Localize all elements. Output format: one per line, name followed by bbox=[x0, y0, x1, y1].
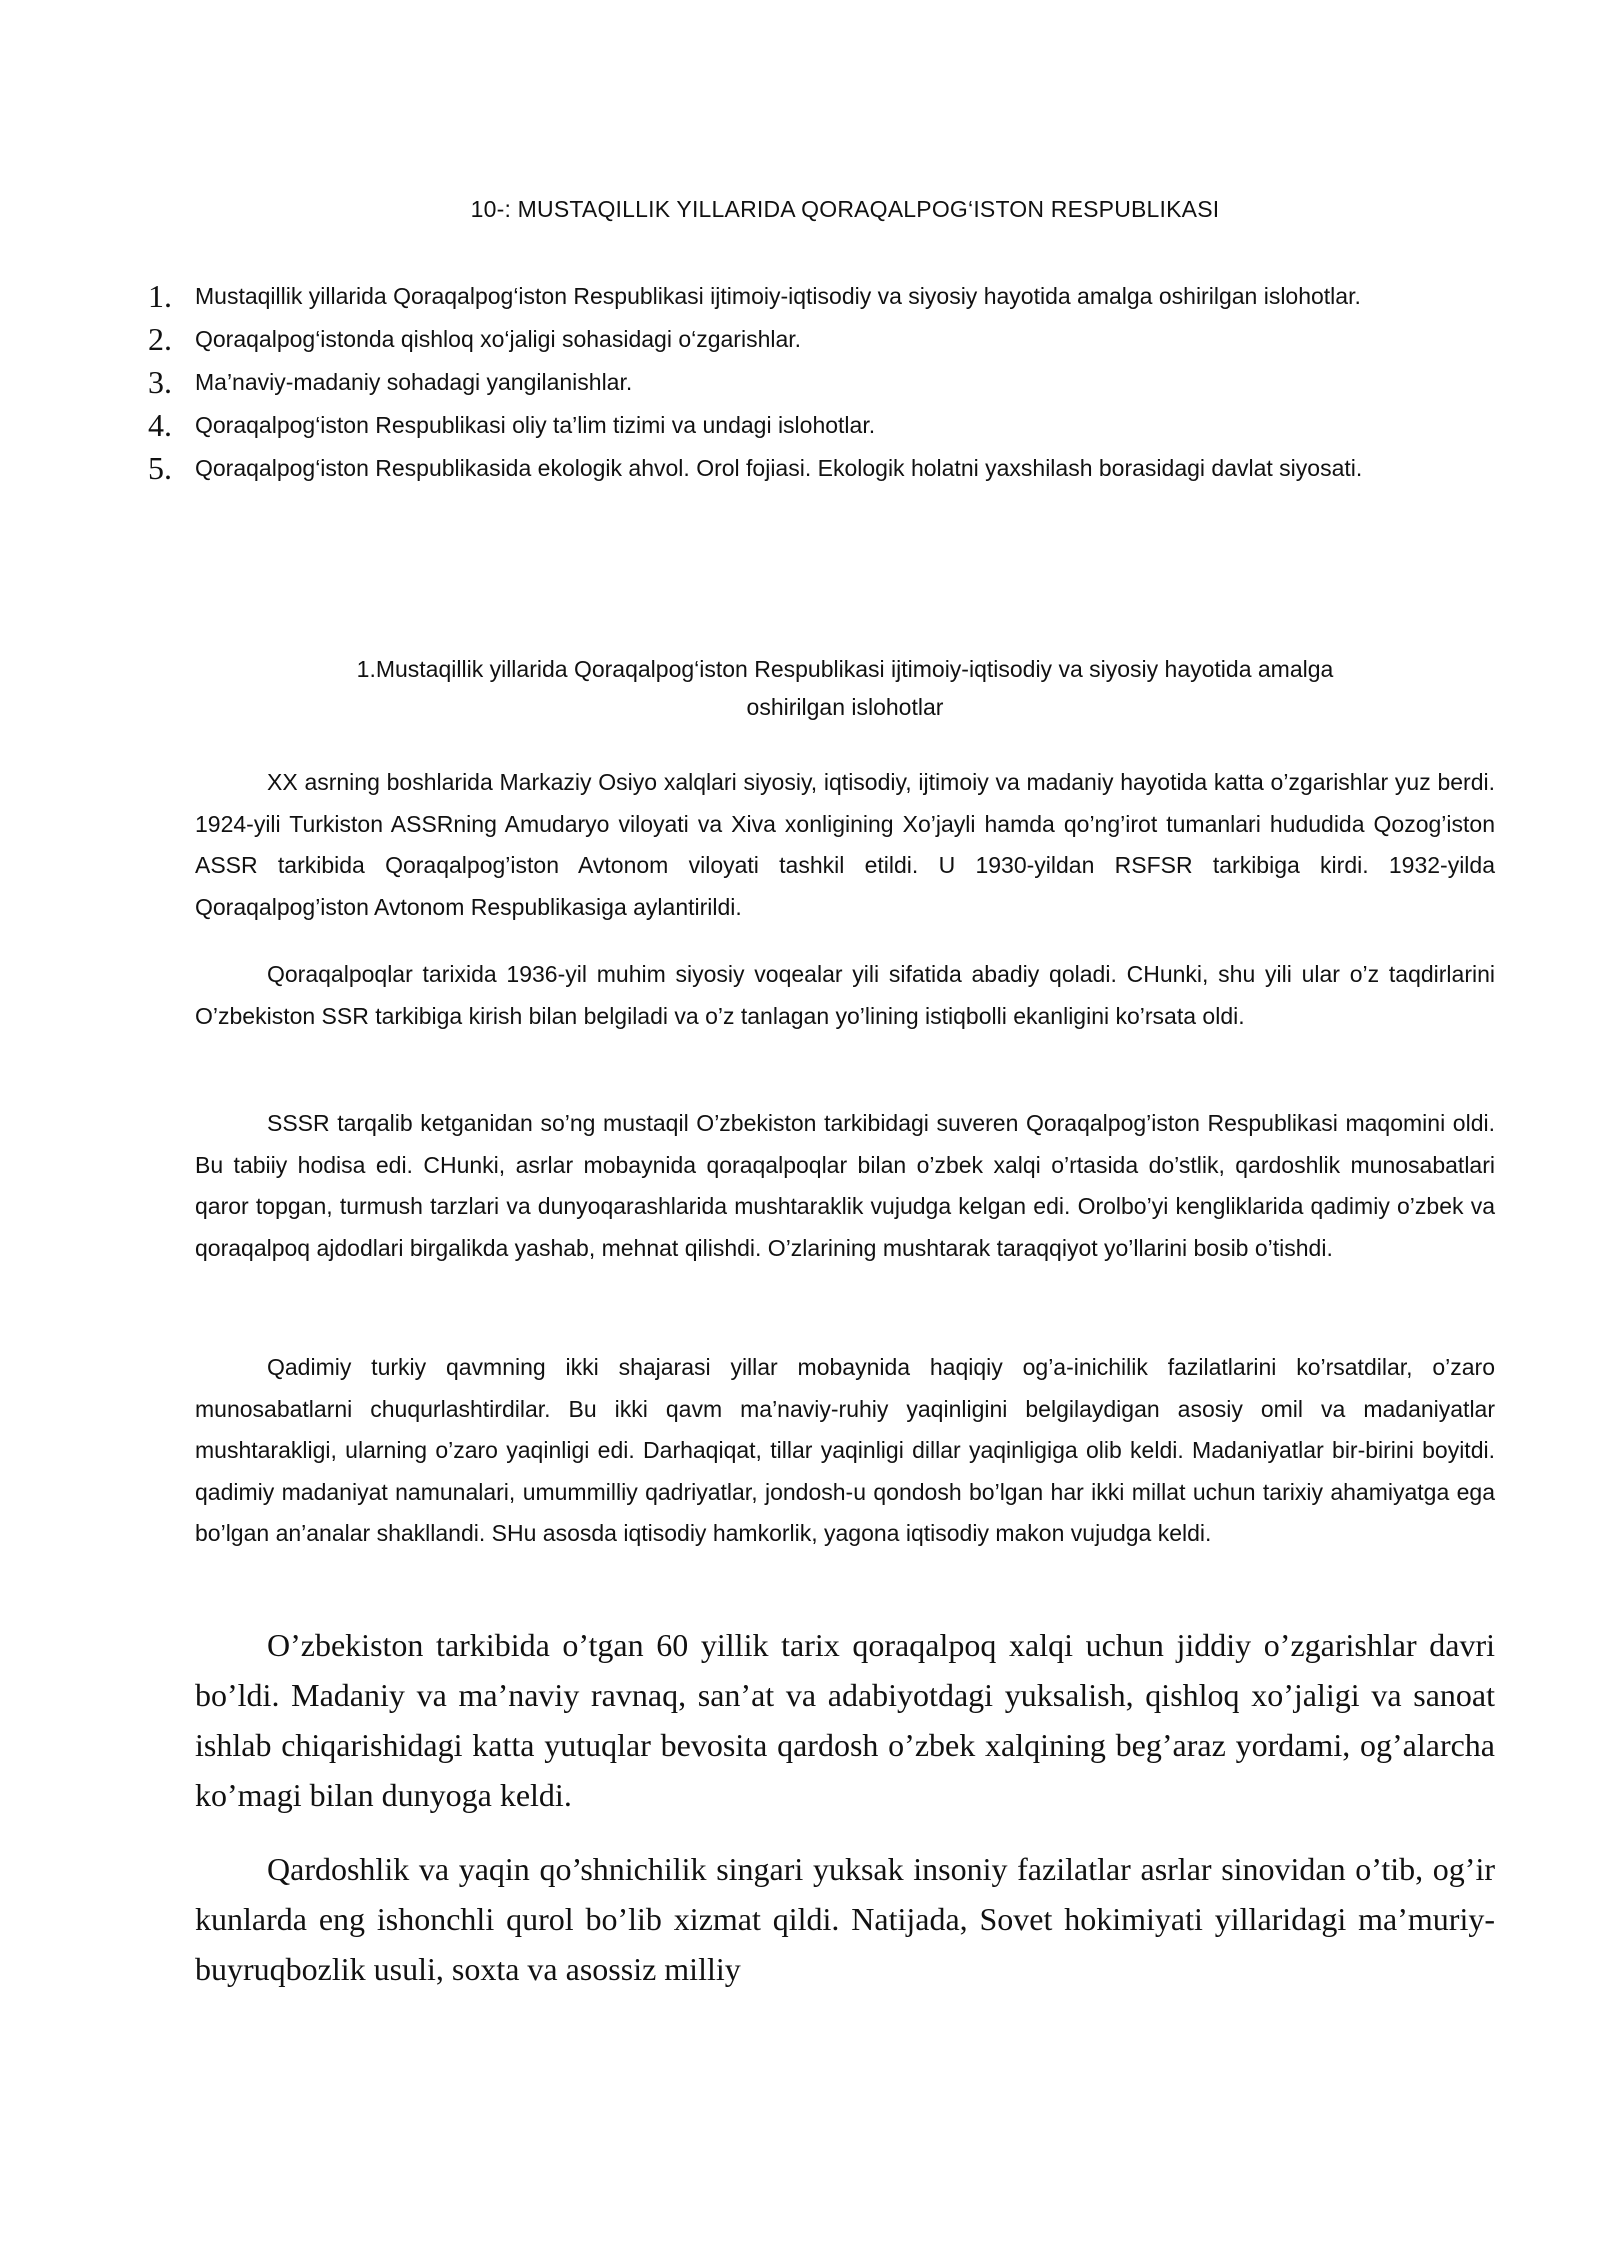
topic-number: 5. bbox=[148, 450, 172, 486]
page-title: 10-: MUSTAQILLIK YILLARIDA QORAQALPOG‘ISTON RESPUBLIKASI bbox=[470, 196, 1220, 222]
topic-item-4 bbox=[148, 407, 1495, 444]
topic-item-3 bbox=[148, 364, 1495, 401]
paragraph-5: O’zbekiston tarkibida o’tgan 60 yillik tarix qoraqalpoq xalqi uchun jiddiy o’zgarishlar davri bo’ldi. Madaniy va ma’naviy ravnaq, san’at va adabiyotdagi yuksalish, qishloq xo’jaligi va sanoat ishlab chiqarishidagi katta yutuqlar bevosita qardosh o’zbek xalqining beg’araz yordami, og’alarcha ko’magi bilan dunyoga keldi. bbox=[195, 1627, 1495, 1813]
topic-item-2 bbox=[148, 321, 1495, 358]
section-heading-line-2: oshirilgan islohotlar bbox=[746, 694, 944, 720]
topic-text: Ma’naviy-madaniy sohadagi yangilanishlar. bbox=[195, 369, 633, 395]
topic-item-1 bbox=[148, 278, 1495, 315]
section-heading bbox=[195, 650, 1495, 726]
paragraph-6: Qardoshlik va yaqin qo’shnichilik singari yuksak insoniy fazilatlar asrlar sinovidan o’tib, og’ir kunlarda eng ishonchli qurol bo’lib xizmat qildi. Natijada, Sovet hokimiyati yillaridagi ma’muriy-buyruqbozlik usuli, soxta va asossiz milliy bbox=[195, 1851, 1495, 1987]
topic-number: 2. bbox=[148, 321, 172, 357]
topic-number: 4. bbox=[148, 407, 172, 443]
topic-text: Qoraqalpog‘istonda qishloq xo‘jaligi sohasidagi o‘zgarishlar. bbox=[195, 326, 802, 352]
paragraph-4: Qadimiy turkiy qavmning ikki shajarasi yillar mobaynida haqiqiy og’a-inichilik fazilatlarini ko’rsatdilar, o’zaro munosabatlarni chuqurlashtirdilar. Bu ikki qavm ma’naviy-ruhiy yaqinligini belgilaydigan asosiy omil va madaniyatlar mushtarakligi, ularning o’zaro yaqinligi edi. Darhaqiqat, tillar yaqinligi dillar yaqinligiga olib keldi. Madaniyatlar bir-birini boyitdi. qadimiy madaniyat namunalari, umummilliy qadriyatlar, jondosh-u qondosh bo’lgan har ikki millat uchun tarixiy ahamiyatga ega bo’lgan an’analar shakllandi. SHu asosda iqtisodiy hamkorlik, yagona iqtisodiy makon vujudga keldi. bbox=[195, 1354, 1495, 1547]
topic-text: Qoraqalpog‘iston Respublikasida ekologik ahvol. Orol fojiasi. Ekologik holatni yaxshilash borasidagi davlat siyosati. bbox=[195, 455, 1363, 481]
topic-number: 3. bbox=[148, 364, 172, 400]
topic-text: Qoraqalpog‘iston Respublikasi oliy ta’lim tizimi va undagi islohotlar. bbox=[195, 412, 876, 438]
topic-item-5 bbox=[148, 450, 1495, 487]
topic-number: 1. bbox=[148, 278, 172, 314]
paragraph-2: Qoraqalpoqlar tarixida 1936-yil muhim siyosiy voqealar yili sifatida abadiy qoladi. CHunki, shu yili ular o’z taqdirlarini O’zbekiston SSR tarkibiga kirish bilan belgiladi va o’z tanlagan yo’lining istiqbolli ekanligini ko’rsata oldi. bbox=[195, 961, 1495, 1029]
paragraph-1: XX asrning boshlarida Markaziy Osiyo xalqlari siyosiy, iqtisodiy, ijtimoiy va madaniy hayotida katta o’zgarishlar yuz berdi. 1924-yili Turkiston ASSRning Amudaryo viloyati va Xiva xonligining Xo’jayli hamda qo’ng’irot tumanlari hududida Qozog’iston ASSR tarkibida Qoraqalpog’iston Avtonom viloyati tashkil etildi. U 1930-yildan RSFSR tarkibiga kirdi. 1932-yilda Qoraqalpog’iston Avtonom Respublikasiga aylantirildi. bbox=[195, 769, 1495, 920]
topics-list bbox=[148, 278, 1495, 493]
section-heading-line-1: 1.Mustaqillik yillarida Qoraqalpog‘iston Respublikasi ijtimoiy-iqtisodiy va siyosiy hayotida amalga bbox=[356, 656, 1334, 682]
topic-text: Mustaqillik yillarida Qoraqalpog‘iston Respublikasi ijtimoiy-iqtisodiy va siyosiy hayotida amalga oshirilgan islohotlar. bbox=[195, 283, 1361, 309]
paragraph-3: SSSR tarqalib ketganidan so’ng mustaqil O’zbekiston tarkibidagi suveren Qoraqalpog’iston Respublikasi maqomini oldi. Bu tabiiy hodisa edi. CHunki, asrlar mobaynida qoraqalpoqlar bilan o’zbek xalqi o’rtasida do’stlik, qardoshlik munosabatlari qaror topgan, turmush tarzlari va dunyoqarashlarida mushtaraklik vujudga kelgan edi. Orolbo’yi kengliklarida qadimiy o’zbek va qoraqalpoq ajdodlari birgalikda yashab, mehnat qilishdi. O’zlarining mushtarak taraqqiyot yo’llarini bosib o’tishdi. bbox=[195, 1110, 1495, 1261]
